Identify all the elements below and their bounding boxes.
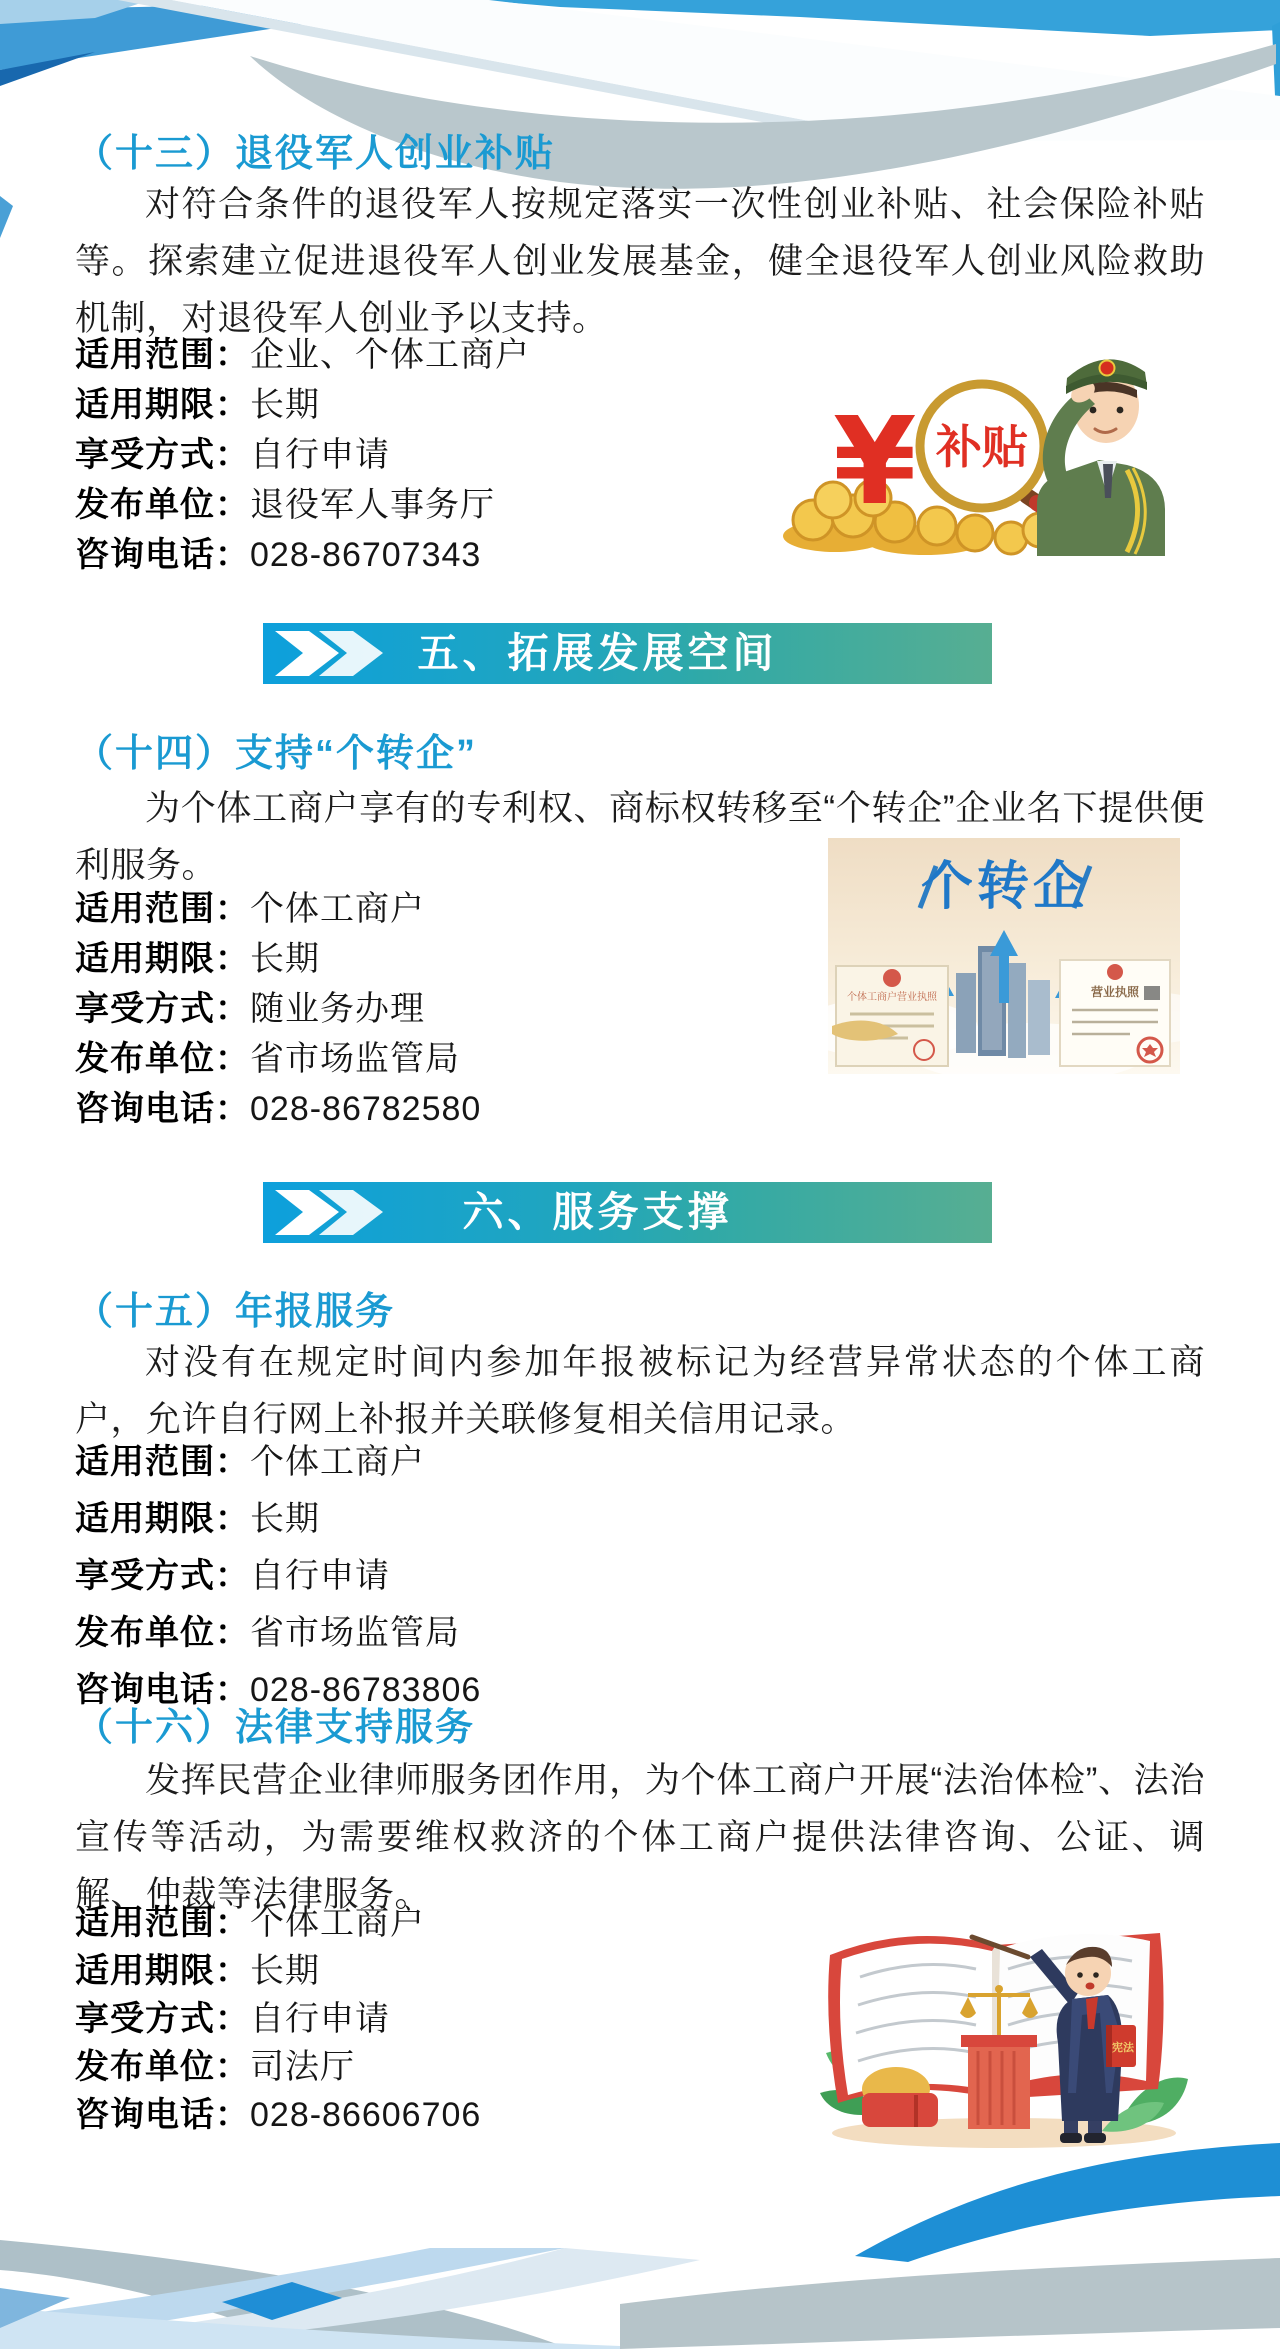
banner-title: 五、拓展发展空间	[417, 630, 778, 676]
field-row	[75, 884, 481, 934]
svg-text:营业执照: 营业执照	[1090, 985, 1140, 999]
left-certificate	[832, 966, 948, 1066]
field-value: 自行申请	[250, 2000, 390, 2038]
section-13-paragraph: 对符合条件的退役军人按规定落实一次性创业补贴、社会保险补贴等。探索建立促进退役军人创业发展基金，健全退役军人创业风险救助机制，对退役军人创业予以支持。	[75, 185, 1205, 338]
field-row	[75, 530, 530, 580]
section-15-fields	[75, 1434, 481, 1719]
field-label: 适用范围：	[75, 1443, 250, 1481]
law-service-illustration	[820, 1893, 1188, 2151]
field-value: 个体工商户	[250, 1443, 425, 1481]
field-row	[75, 934, 481, 984]
field-value: 省市场监管局	[250, 1614, 460, 1652]
veteran-subsidy-illustration	[775, 298, 1167, 556]
field-value: 长期	[250, 1952, 320, 1990]
field-value: 028-86783806	[250, 1671, 482, 1709]
field-row	[75, 480, 530, 530]
field-label: 享受方式：	[75, 436, 250, 474]
field-label: 适用期限：	[75, 1952, 250, 1990]
field-label: 适用范围：	[75, 1904, 250, 1942]
field-label: 享受方式：	[75, 990, 250, 1028]
field-row	[75, 1548, 481, 1605]
field-value: 自行申请	[250, 1557, 390, 1595]
section-15-paragraph: 对没有在规定时间内参加年报被标记为经营异常状态的个体工商户，允许自行网上补报并关联修复相关信用记录。	[75, 1343, 1205, 1439]
field-label: 享受方式：	[75, 2000, 250, 2038]
field-label: 适用范围：	[75, 336, 250, 374]
svg-text:个转企: 个转企	[920, 858, 1090, 916]
field-label: 咨询电话：	[75, 536, 250, 574]
section-16-fields	[75, 1899, 481, 2139]
banner-section-5	[263, 623, 992, 684]
field-row	[75, 2091, 481, 2139]
field-value: 长期	[250, 386, 320, 424]
field-label: 享受方式：	[75, 1557, 250, 1595]
field-label: 咨询电话：	[75, 1671, 250, 1709]
field-value: 028-86707343	[250, 536, 482, 574]
field-label: 发布单位：	[75, 1040, 250, 1078]
scales-of-justice	[960, 1985, 1038, 2129]
section-14-fields	[75, 884, 481, 1134]
field-value: 企业、个体工商户	[250, 336, 530, 374]
field-value: 长期	[250, 1500, 320, 1538]
field-label: 发布单位：	[75, 1614, 250, 1652]
field-row	[75, 1995, 481, 2043]
section-13-heading: （十三）退役军人创业补贴	[75, 133, 556, 175]
section-16-heading: （十六）法律支持服务	[75, 1707, 476, 1749]
field-value: 随业务办理	[250, 990, 425, 1028]
svg-text:个体工商户营业执照: 个体工商户营业执照	[847, 992, 937, 1003]
saluting-soldier	[1037, 359, 1165, 556]
field-label: 适用期限：	[75, 940, 250, 978]
field-value: 司法厅	[250, 2048, 355, 2086]
field-row	[75, 430, 530, 480]
field-row	[75, 330, 530, 380]
field-label: 适用期限：	[75, 386, 250, 424]
field-value: 028-86782580	[250, 1090, 482, 1128]
field-value: 省市场监管局	[250, 1040, 460, 1078]
section-16-paragraph: 发挥民营企业律师服务团作用，为个体工商户开展“法治体检”、法治宣传等活动，为需要维权救济的个体工商户提供法律咨询、公证、调解、仲裁等法律服务。	[75, 1761, 1205, 1914]
yen-symbol: ¥	[833, 393, 917, 532]
banner-section-6	[263, 1182, 992, 1243]
ge-zhuan-qi-title	[920, 858, 1090, 916]
field-value: 长期	[250, 940, 320, 978]
field-row	[75, 1491, 481, 1548]
footer-ribbon-decoration	[0, 2140, 1280, 2349]
section-14-paragraph: 为个体工商户享有的专利权、商标权转移至“个转企”企业名下提供便利服务。	[75, 789, 1205, 885]
svg-text:宪法: 宪法	[1112, 2042, 1134, 2054]
field-value: 自行申请	[250, 436, 390, 474]
section-14-heading: （十四）支持“个转企”	[75, 733, 478, 775]
ge-zhuan-qi-illustration	[828, 838, 1180, 1074]
field-row	[75, 1899, 481, 1947]
field-label: 咨询电话：	[75, 1090, 250, 1128]
field-row	[75, 1947, 481, 1995]
field-value: 个体工商户	[250, 1904, 425, 1942]
field-row	[75, 1434, 481, 1491]
field-row	[75, 984, 481, 1034]
field-row	[75, 1084, 481, 1134]
field-row	[75, 380, 530, 430]
field-row	[75, 1605, 481, 1662]
magnifier-label: 补贴	[936, 421, 1028, 473]
banner-title: 六、服务支撑	[462, 1189, 733, 1235]
field-label: 适用范围：	[75, 890, 250, 928]
field-row	[75, 2043, 481, 2091]
field-label: 发布单位：	[75, 486, 250, 524]
section-13-fields	[75, 330, 530, 580]
field-label: 咨询电话：	[75, 2096, 250, 2134]
field-label: 适用期限：	[75, 1500, 250, 1538]
field-value: 个体工商户	[250, 890, 425, 928]
constitution-book	[1106, 2025, 1136, 2067]
field-row	[75, 1034, 481, 1084]
right-certificate	[1060, 960, 1170, 1066]
section-15-heading: （十五）年报服务	[75, 1291, 396, 1333]
field-value: 028-86606706	[250, 2096, 482, 2134]
field-value: 退役军人事务厅	[250, 486, 495, 524]
field-label: 发布单位：	[75, 2048, 250, 2086]
